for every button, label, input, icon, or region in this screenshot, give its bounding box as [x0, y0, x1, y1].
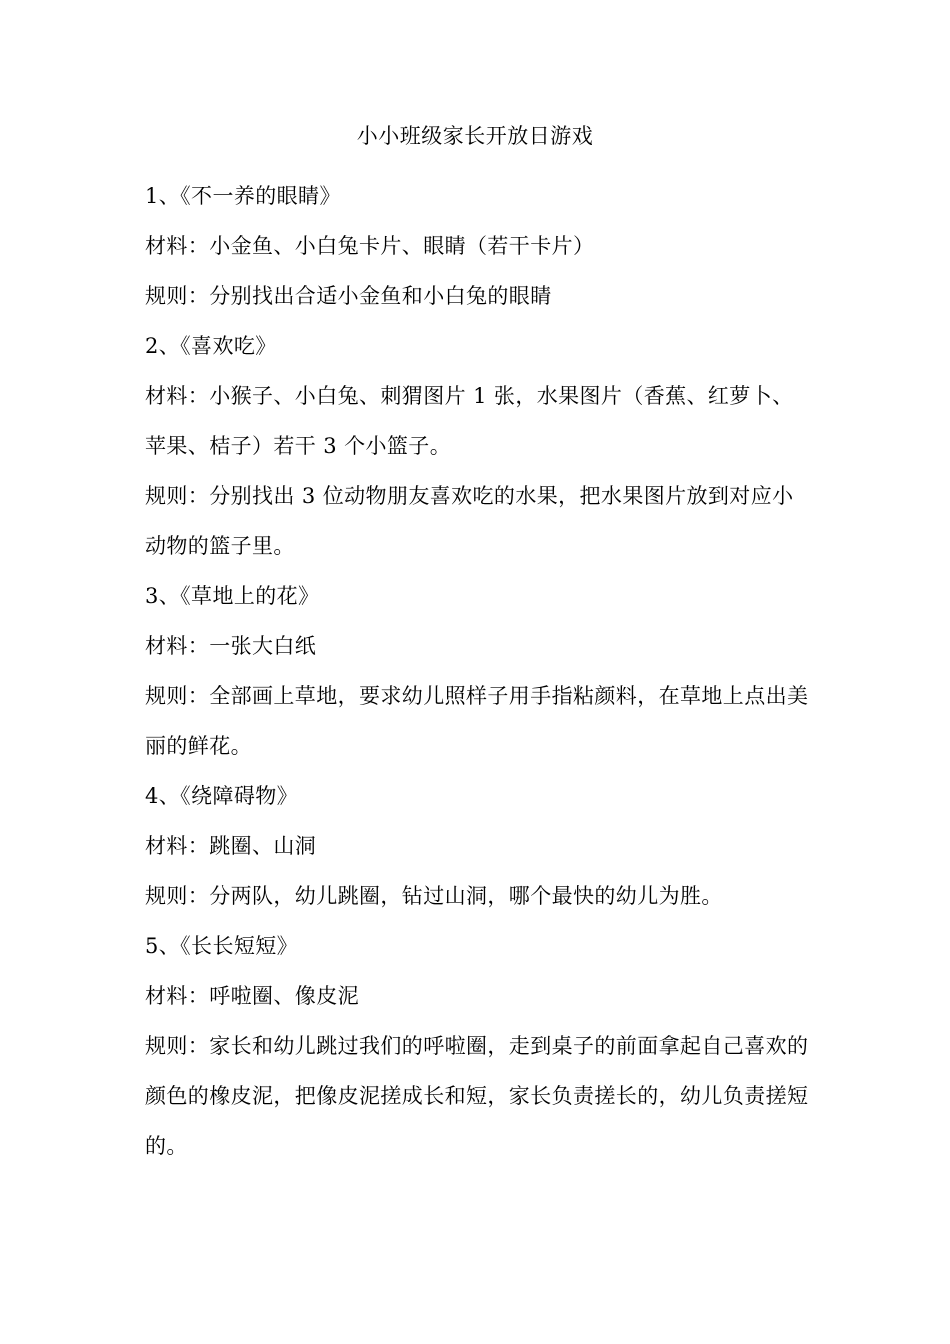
material-label: 材料：	[145, 834, 210, 858]
game-section-2	[145, 321, 811, 571]
game-section-4	[145, 771, 811, 921]
game-section-3	[145, 571, 811, 771]
game-heading: 1、《不一养的眼睛》	[145, 184, 341, 208]
game-heading: 3、《草地上的花》	[145, 584, 320, 608]
material-label: 材料：	[145, 634, 210, 658]
rule-text: 分别找出合适小金鱼和小白兔的眼睛	[209, 284, 552, 308]
material-text: 呼啦圈、像皮泥	[209, 984, 360, 1008]
game-rule	[145, 471, 811, 571]
material-text: 一张大白纸	[209, 634, 317, 658]
material-label: 材料：	[145, 234, 210, 258]
game-rule	[145, 1021, 811, 1171]
material-text: 跳圈、山洞	[209, 834, 317, 858]
rule-text: 分别找出 3 位动物朋友喜欢吃的水果，把水果图片放到对应小动物的篮子里。	[145, 484, 794, 558]
game-heading: 2、《喜欢吃》	[145, 334, 277, 358]
rule-label: 规则：	[145, 284, 210, 308]
rule-text: 家长和幼儿跳过我们的呼啦圈，走到桌子的前面拿起自己喜欢的颜色的橡皮泥，把像皮泥搓成长和短，家长负责搓长的，幼儿负责搓短的。	[145, 1034, 809, 1158]
rule-text: 全部画上草地，要求幼儿照样子用手指粘颜料，在草地上点出美丽的鲜花。	[145, 684, 809, 758]
game-material	[145, 821, 811, 871]
game-rule	[145, 271, 811, 321]
game-rule	[145, 871, 811, 921]
game-material	[145, 221, 811, 271]
rule-text: 分两队，幼儿跳圈，钻过山洞，哪个最快的幼儿为胜。	[209, 884, 723, 908]
material-text: 小猴子、小白兔、刺猬图片 1 张，水果图片（香蕉、红萝卜、苹果、桔子）若干 3 个小篮子。	[145, 384, 794, 458]
game-section-1	[145, 171, 811, 321]
game-material	[145, 971, 811, 1021]
game-heading: 5、《长长短短》	[145, 934, 299, 958]
game-material	[145, 371, 811, 471]
document-title: 小小班级家长开放日游戏	[356, 124, 594, 148]
material-label: 材料：	[145, 984, 210, 1008]
game-section-5	[145, 921, 811, 1171]
material-label: 材料：	[145, 384, 210, 408]
rule-label: 规则：	[145, 884, 210, 908]
game-material	[145, 621, 811, 671]
document-body	[145, 171, 811, 1171]
rule-label: 规则：	[145, 684, 210, 708]
game-heading: 4、《绕障碍物》	[145, 784, 299, 808]
material-text: 小金鱼、小白兔卡片、眼睛（若干卡片）	[209, 234, 595, 258]
game-rule	[145, 671, 811, 771]
rule-label: 规则：	[145, 1034, 210, 1058]
rule-label: 规则：	[145, 484, 210, 508]
